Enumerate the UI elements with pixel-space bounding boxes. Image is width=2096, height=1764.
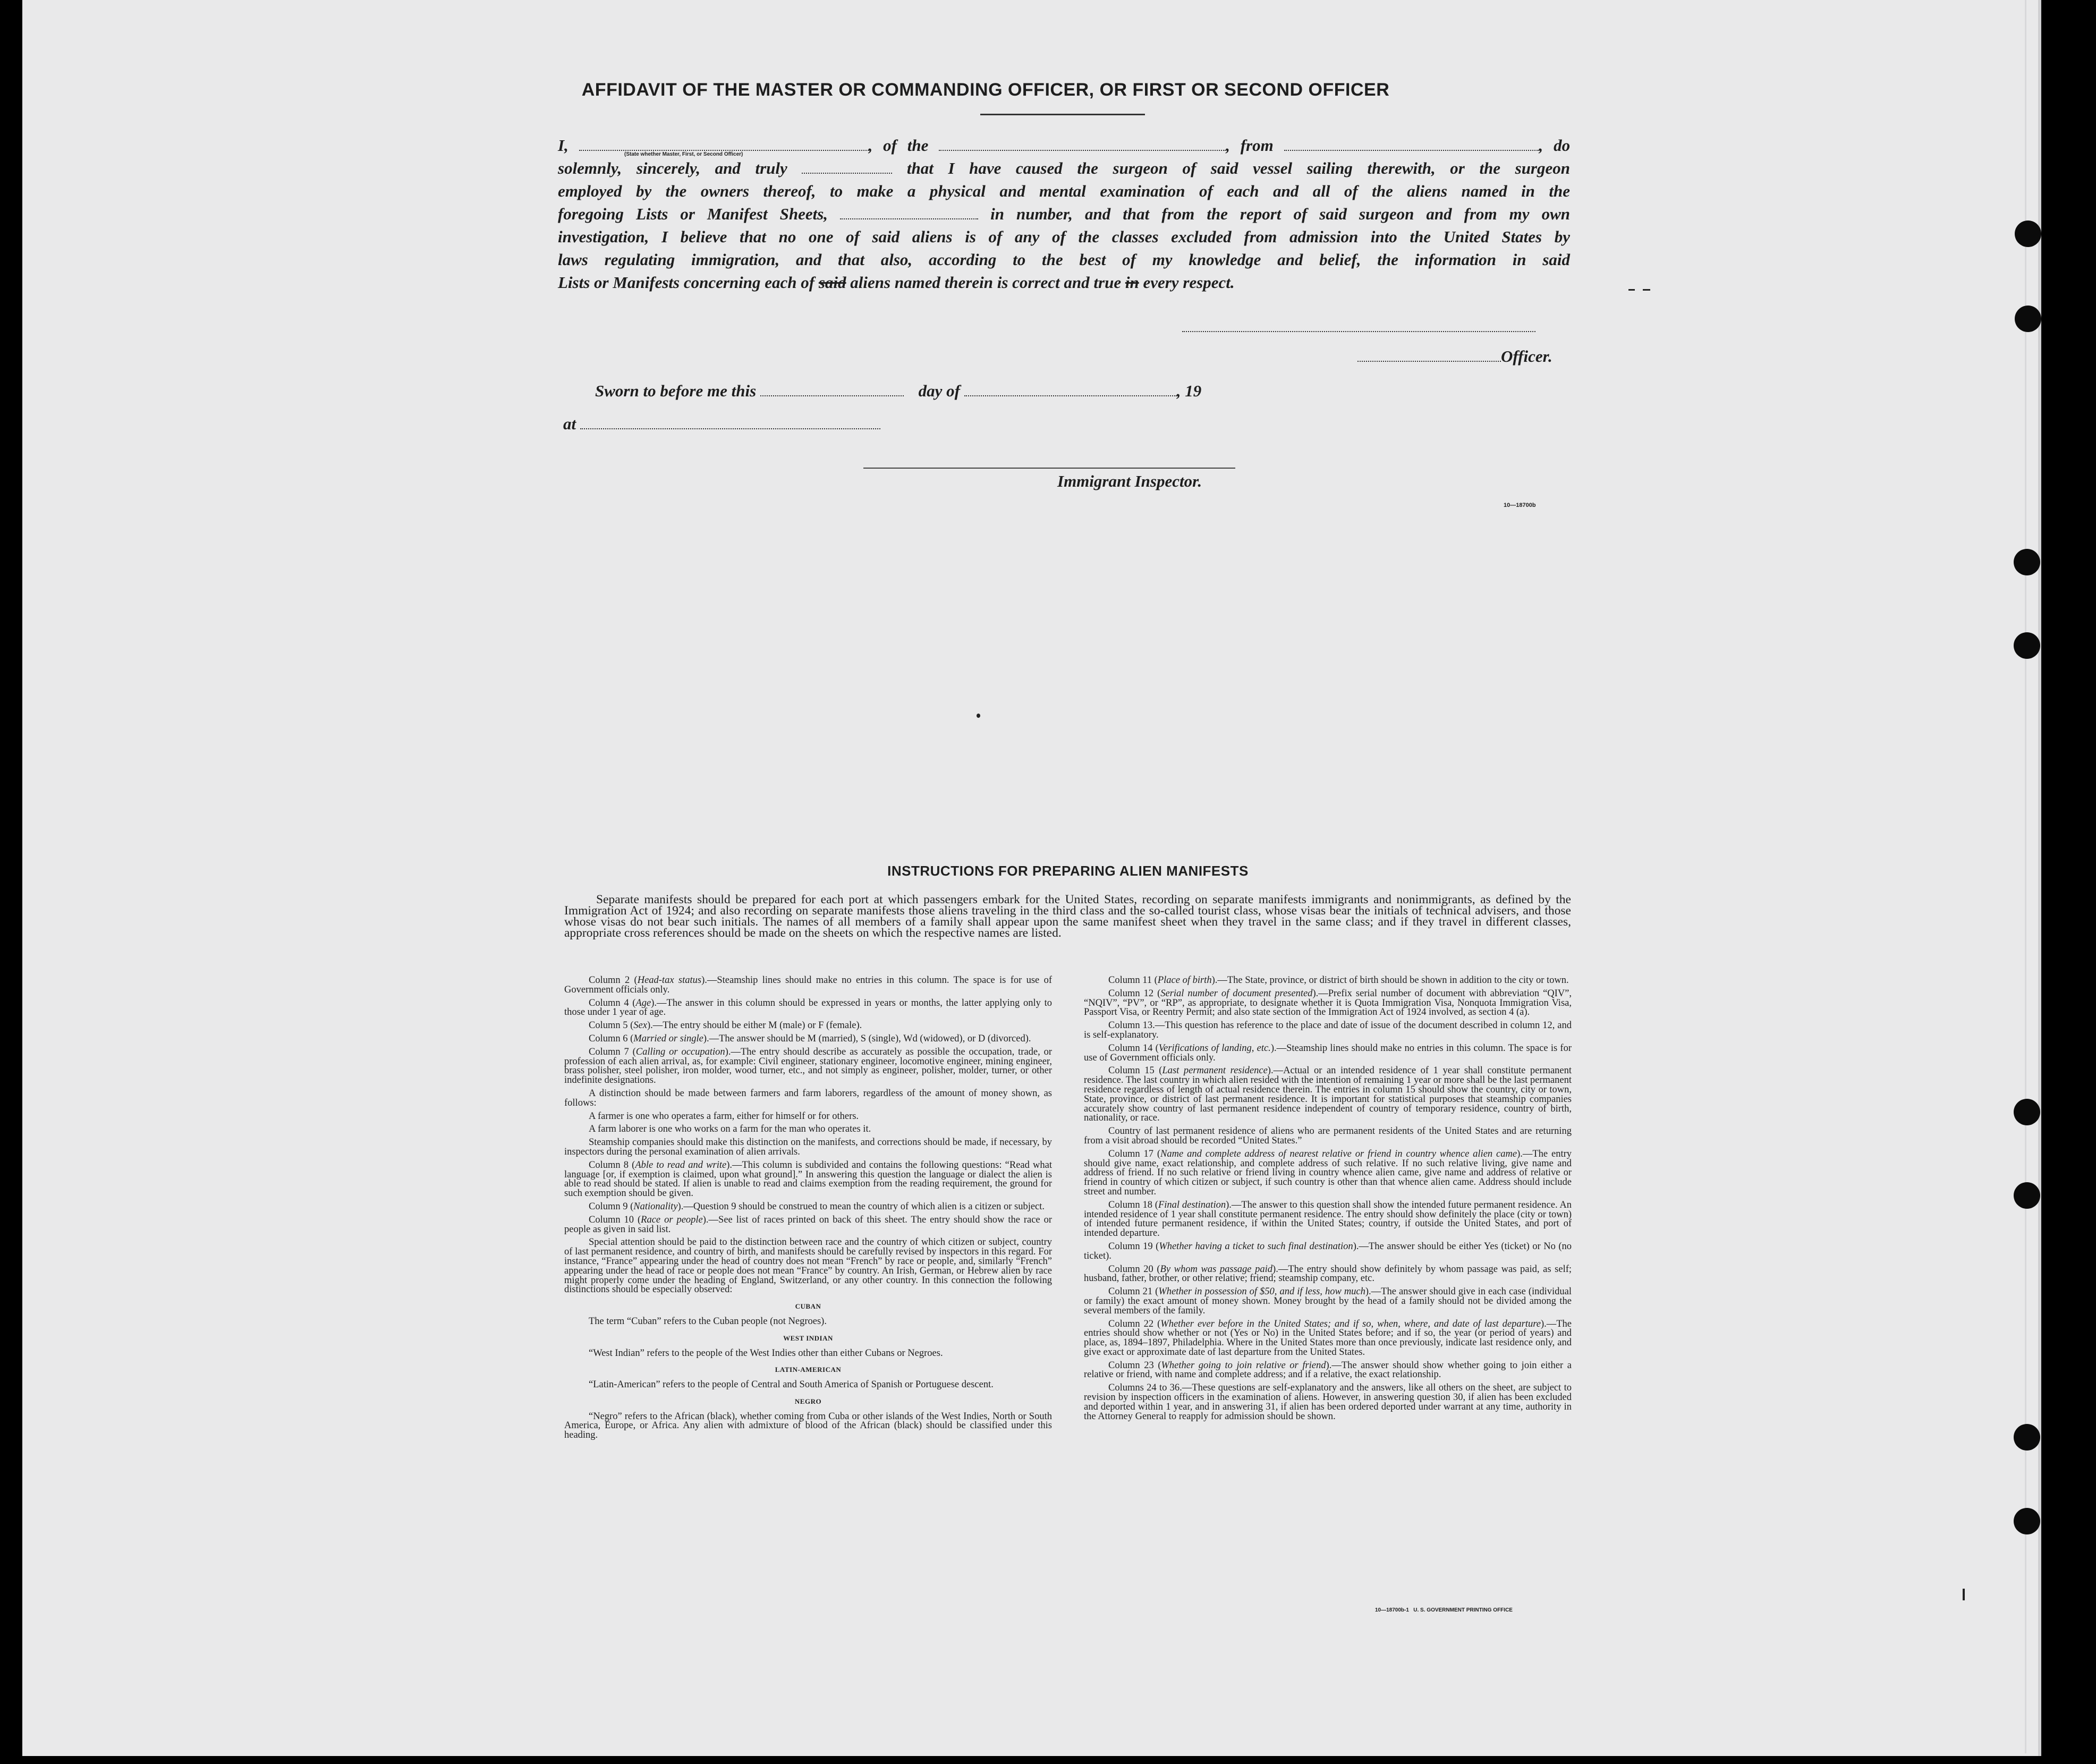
col-14-instruction: Column 14 (Verifications of landing, etc.).—Steamship lines should make no entries in this column. The space is for use of Government officials only.: [1084, 1042, 1572, 1063]
affidavit-line-4: [558, 202, 1570, 225]
form-code: 10—18700b: [1504, 502, 1536, 508]
title-rule: [980, 114, 1145, 115]
punch-hole: [2014, 1508, 2040, 1534]
latin-american-definition: “Latin-American” refers to the people of Central and South America of Spanish or Portuguese descent.: [589, 1379, 994, 1390]
punch-hole: [2014, 1099, 2040, 1125]
stray-mark: [1963, 1589, 1965, 1600]
col-23-instruction: Column 23 (Whether going to join relative or friend).—The answer should show whether going to join either a relative or friend, with name and complete address; and if a relative, the exact relationship.: [1084, 1360, 1572, 1380]
col-5-instruction: Column 5 (Sex).—The entry should be either M (male) or F (female).: [589, 1020, 862, 1031]
country-residence-note: Country of last permanent residence of aliens who are permanent residents of the United States and are returning from a visit abroad should be recorded “United States.”: [1084, 1126, 1572, 1146]
sworn-label: Sworn to before me this: [595, 381, 757, 400]
affidavit-text: solemnly, sincerely, and truly: [558, 159, 787, 177]
farmer-definition: A farmer is one who operates a farm, either for himself or for others.: [589, 1110, 859, 1122]
steamship-note: Steamship companies should make this distinction on the manifests, and corrections should be made, if necessary, by inspectors during the personal examination of alien arrivals.: [564, 1137, 1052, 1157]
col-15-instruction: Column 15 (Last permanent residence).—Actual or an intended residence of 1 year shall constitute permanent residence. The last country in which alien resided with the intention of remaining 1 year or more shall be the last permanent residence regardless of length of actual residence therein. The entries in column 15 should show the country, city or town, State, province, or district of last permanent residence. It is important for statistical purposes that steamship companies accurately show country of last permanent residence independent of country of temporary residence, country of birth, nationality, or race.: [1084, 1065, 1572, 1124]
latin-american-heading: LATIN-AMERICAN: [775, 1366, 842, 1374]
stray-mark: [1643, 289, 1650, 291]
col-7-instruction: Column 7 (Calling or occupation).—The entry should describe as accurately as possible the occupation, trade, or profession of each alien arrival, as, for example: Civil engineer, stationary engineer, locomotive engineer, mining engineer, brass polisher, steel polisher, iron molder, wood turner, etc., and not simply as engineer, polisher, molder, turner, or other indefinite designations.: [564, 1046, 1053, 1086]
struck-word: said: [818, 273, 846, 292]
footer-form-code: 10—18700b-1: [1375, 1607, 1409, 1613]
struck-word: in: [1125, 273, 1139, 292]
punch-hole: [2014, 1182, 2040, 1209]
affidavit-line-2: [558, 157, 1570, 180]
punch-hole: [2014, 632, 2040, 659]
officer-label: Officer.: [1501, 347, 1552, 366]
vessel-name-blank[interactable]: [939, 137, 1226, 151]
col-8-instruction: Column 8 (Able to read and write).—This column is subdivided and contains the following questions: “Read what language [or, if exemption is claimed, upon what ground].” In answering this question the language or dialect the alien is able to read should be stated. If alien is unable to read and claims exemption from the reading requirement, the ground for such exemption should be given.: [564, 1159, 1052, 1199]
affidavit-text: in number, and that from the report of said surgeon and from my own: [990, 205, 1570, 223]
year-label: , 19: [1176, 381, 1202, 400]
affidavit-text: , of the: [868, 136, 929, 155]
col-21-instruction: Column 21 (Whether in possession of $50, and if less, how much).—The answer should give in each case (individual or family) the exact amount of money shown. Money brought by the head of a family should not be divided among the several members of the family.: [1084, 1286, 1572, 1316]
sworn-place-blank[interactable]: [580, 415, 880, 429]
affidavit-text: , do: [1539, 136, 1571, 155]
punch-hole: [2014, 1424, 2040, 1451]
master-signature-line[interactable]: [1182, 331, 1535, 332]
instructions-right-column: [1084, 976, 1572, 1425]
sworn-row: [595, 381, 1201, 401]
at-label: at: [563, 414, 576, 433]
oath-form-blank[interactable]: [802, 160, 892, 174]
west-indian-heading: WEST INDIAN: [783, 1334, 833, 1342]
punch-hole: [2014, 549, 2040, 575]
affidavit-line-5: investigation, I believe that no one of said aliens is of any of the classes excluded from admission into the United States by: [558, 227, 1570, 246]
special-attention-note: Special attention should be paid to the distinction between race and the country of which citizen or subject, country of last permanent residence, and country of birth, and manifests should be carefully revised by inspectors in this regard. For instance, “France” appearing under the head of country does not mean “French” by race or people, and, similarly “French” appearing under the head of race or people does not mean “France” by country. An Irish, German, or Hebrew alien by race might properly come under the heading of England, Switzerland, or any other country. In this connection the following distinctions should be especially observed:: [564, 1237, 1052, 1295]
affidavit-text: I,: [558, 136, 568, 155]
cuban-definition: The term “Cuban” refers to the Cuban people (not Negroes).: [589, 1316, 827, 1327]
inspector-signature-line[interactable]: [863, 468, 1235, 469]
affidavit-line-6: laws regulating immigration, and that also, according to the best of my knowledge and belief, the information in said: [558, 250, 1570, 269]
negro-definition: “Negro” refers to the African (black), whether coming from Cuba or other islands of the West Indies, North or South America, Europe, or Africa. Any alien with admixture of blood of the African (black) should be classified under this heading.: [564, 1411, 1052, 1441]
inspector-label: Immigrant Inspector.: [1057, 472, 1202, 490]
affidavit-text: foregoing Lists or Manifest Sheets,: [558, 205, 828, 223]
col-18-instruction: Column 18 (Final destination).—The answer to this question shall show the intended future permanent residence. An intended residence of 1 year shall constitute permanent residence. The entry should show definitely the place (city or town) of intended future permanent residence, if within the United States; country, if outside the United States, and port of intended departure.: [1084, 1199, 1572, 1239]
cuban-heading: CUBAN: [795, 1302, 821, 1311]
col-19-instruction: Column 19 (Whether having a ticket to such final destination).—The answer should be either Yes (ticket) or No (no ticket).: [1084, 1241, 1572, 1261]
col-12-instruction: Column 12 (Serial number of document presented).—Prefix serial number of document with abbreviation “QIV”, “NQIV”, “PV”, or “RP”, as appropriate, to designate whether it is Quota Immigration Visa, Nonquota Immigration Visa, Passport Visa, or Reentry Permit; and also state section of the Immigration Act of 1924 involved, as section 4 (a).: [1084, 988, 1572, 1018]
officer-name-blank[interactable]: [579, 137, 869, 151]
officer-rank-note: (State whether Master, First, or Second Officer): [624, 151, 743, 157]
day-of-label: day of: [918, 381, 960, 400]
affidavit-title: AFFIDAVIT OF THE MASTER OR COMMANDING OFFICER, OR FIRST OR SECOND OFFICER: [581, 80, 1390, 100]
stray-mark: [977, 714, 980, 718]
affidavit-line-7: [558, 271, 1570, 294]
officer-signature-row: [1357, 347, 1552, 366]
affidavit-text: Lists or Manifests concerning each of: [558, 273, 815, 292]
col-13-instruction: Column 13.—This question has reference to the place and date of issue of the document described in column 12, and is self-explanatory.: [1084, 1020, 1572, 1040]
officer-rank-blank[interactable]: [1357, 348, 1501, 362]
col-4-instruction: Column 4 (Age).—The answer in this column should be expressed in years or months, the latter applying only to those under 1 year of age.: [564, 997, 1053, 1018]
col-24-36-instruction: Columns 24 to 36.—These questions are self-explanatory and the answers, like all others on the sheet, are subject to revision by inspection officers in the examination of aliens. However, in answering question 30, if alien has been excluded and deported within 1 year, and in answering 31, if alien has been ordered deported under warrant at any time, authority in the Attorney General to reapply for admission should be shown.: [1084, 1383, 1572, 1422]
instructions-left-column: [564, 976, 1052, 1444]
affidavit-text: every respect.: [1143, 273, 1235, 292]
col-20-instruction: Column 20 (By whom was passage paid).—The entry should show definitely by whom passage was paid, as self; husband, father, brother, or other relative; friend; steamship company, etc.: [1084, 1263, 1572, 1284]
punch-hole: [2015, 306, 2041, 332]
affidavit-text: that I have caused the surgeon of said vessel sailing therewith, or the surgeon: [906, 159, 1570, 177]
col-11-instruction: Column 11 (Place of birth).—The State, province, or district of birth should be shown in addition to the city or town.: [1108, 975, 1569, 986]
col-6-instruction: Column 6 (Married or single).—The answer should be M (married), S (single), Wd (widowed), or D (divorced).: [589, 1033, 1031, 1044]
affidavit-body: [558, 134, 1570, 294]
printing-office-label: U. S. GOVERNMENT PRINTING OFFICE: [1413, 1607, 1513, 1613]
col-10-instruction: Column 10 (Race or people).—See list of races printed on back of this sheet. The entry should show the race or people as given in said list.: [564, 1214, 1052, 1235]
sheet-count-blank[interactable]: [840, 206, 978, 219]
affidavit-line-3: employed by the owners thereof, to make a physical and mental examination of each and all of the aliens named in the: [558, 182, 1570, 200]
sworn-month-blank[interactable]: [964, 383, 1177, 396]
col-9-instruction: Column 9 (Nationality).—Question 9 should be construed to mean the country of which alien is a citizen or subject.: [589, 1201, 1045, 1212]
farmer-distinction: A distinction should be made between farmers and farm laborers, regardless of the amount of money shown, as follows:: [564, 1088, 1052, 1108]
at-row: [563, 414, 880, 434]
instructions-title: INSTRUCTIONS FOR PREPARING ALIEN MANIFESTS: [887, 863, 1249, 879]
printing-office-code: [1375, 1607, 1513, 1613]
stray-mark: [1628, 289, 1635, 291]
west-indian-definition: “West Indian” refers to the people of the West Indies other than either Cubans or Negroes.: [589, 1347, 943, 1359]
farm-laborer-definition: A farm laborer is one who works on a farm for the man who operates it.: [589, 1124, 871, 1135]
instructions-intro: Separate manifests should be prepared for each port at which passengers embark for the United States, recording on separate manifests immigrants and nonimmigrants, as defined by the Immigration Act of 1924; and also recording on separate manifests those aliens traveling in the third class and the so-called tourist class, whose visas bear the initials of technical advisers, and those whose visas do not bear such initials. The names of all members of a family shall appear upon the same manifest sheet when they travel in the same class; and if they travel in different classes, appropriate cross references should be made on the sheets on which the respective names are listed.: [564, 893, 1571, 940]
col-2-instruction: Column 2 (Head-tax status).—Steamship lines should make no entries in this column. The space is for use of Government officials only.: [564, 975, 1053, 995]
affidavit-text: aliens named therein is correct and true: [850, 273, 1122, 292]
negro-heading: NEGRO: [794, 1397, 822, 1405]
affidavit-text: , from: [1226, 136, 1274, 155]
col-17-instruction: Column 17 (Name and complete address of nearest relative or friend in country whence alien came).—The entry should give name, exact relationship, and complete address of such relative. If no such relative living, give name and address of friend. If no such relative or friend living in country whence alien came, give name and address of relative or friend in country of which citizen or subject, if such country is other than that whence alien came. Address should include street and number.: [1084, 1148, 1572, 1197]
port-from-blank[interactable]: [1284, 137, 1539, 151]
sworn-day-blank[interactable]: [760, 383, 904, 396]
col-22-instruction: Column 22 (Whether ever before in the United States; and if so, when, where, and date of last departure).—The entries should show whether or not (Yes or No) in the United States before; and if so, the year (or period of years) and place, as, 1894–1897, Philadelphia. Where in the United States more than once previously, indicate last residence only, and give exact or approximate date of last departure from the United States.: [1084, 1318, 1572, 1358]
punch-hole: [2015, 220, 2041, 247]
sheet-edge: [2025, 0, 2026, 1753]
